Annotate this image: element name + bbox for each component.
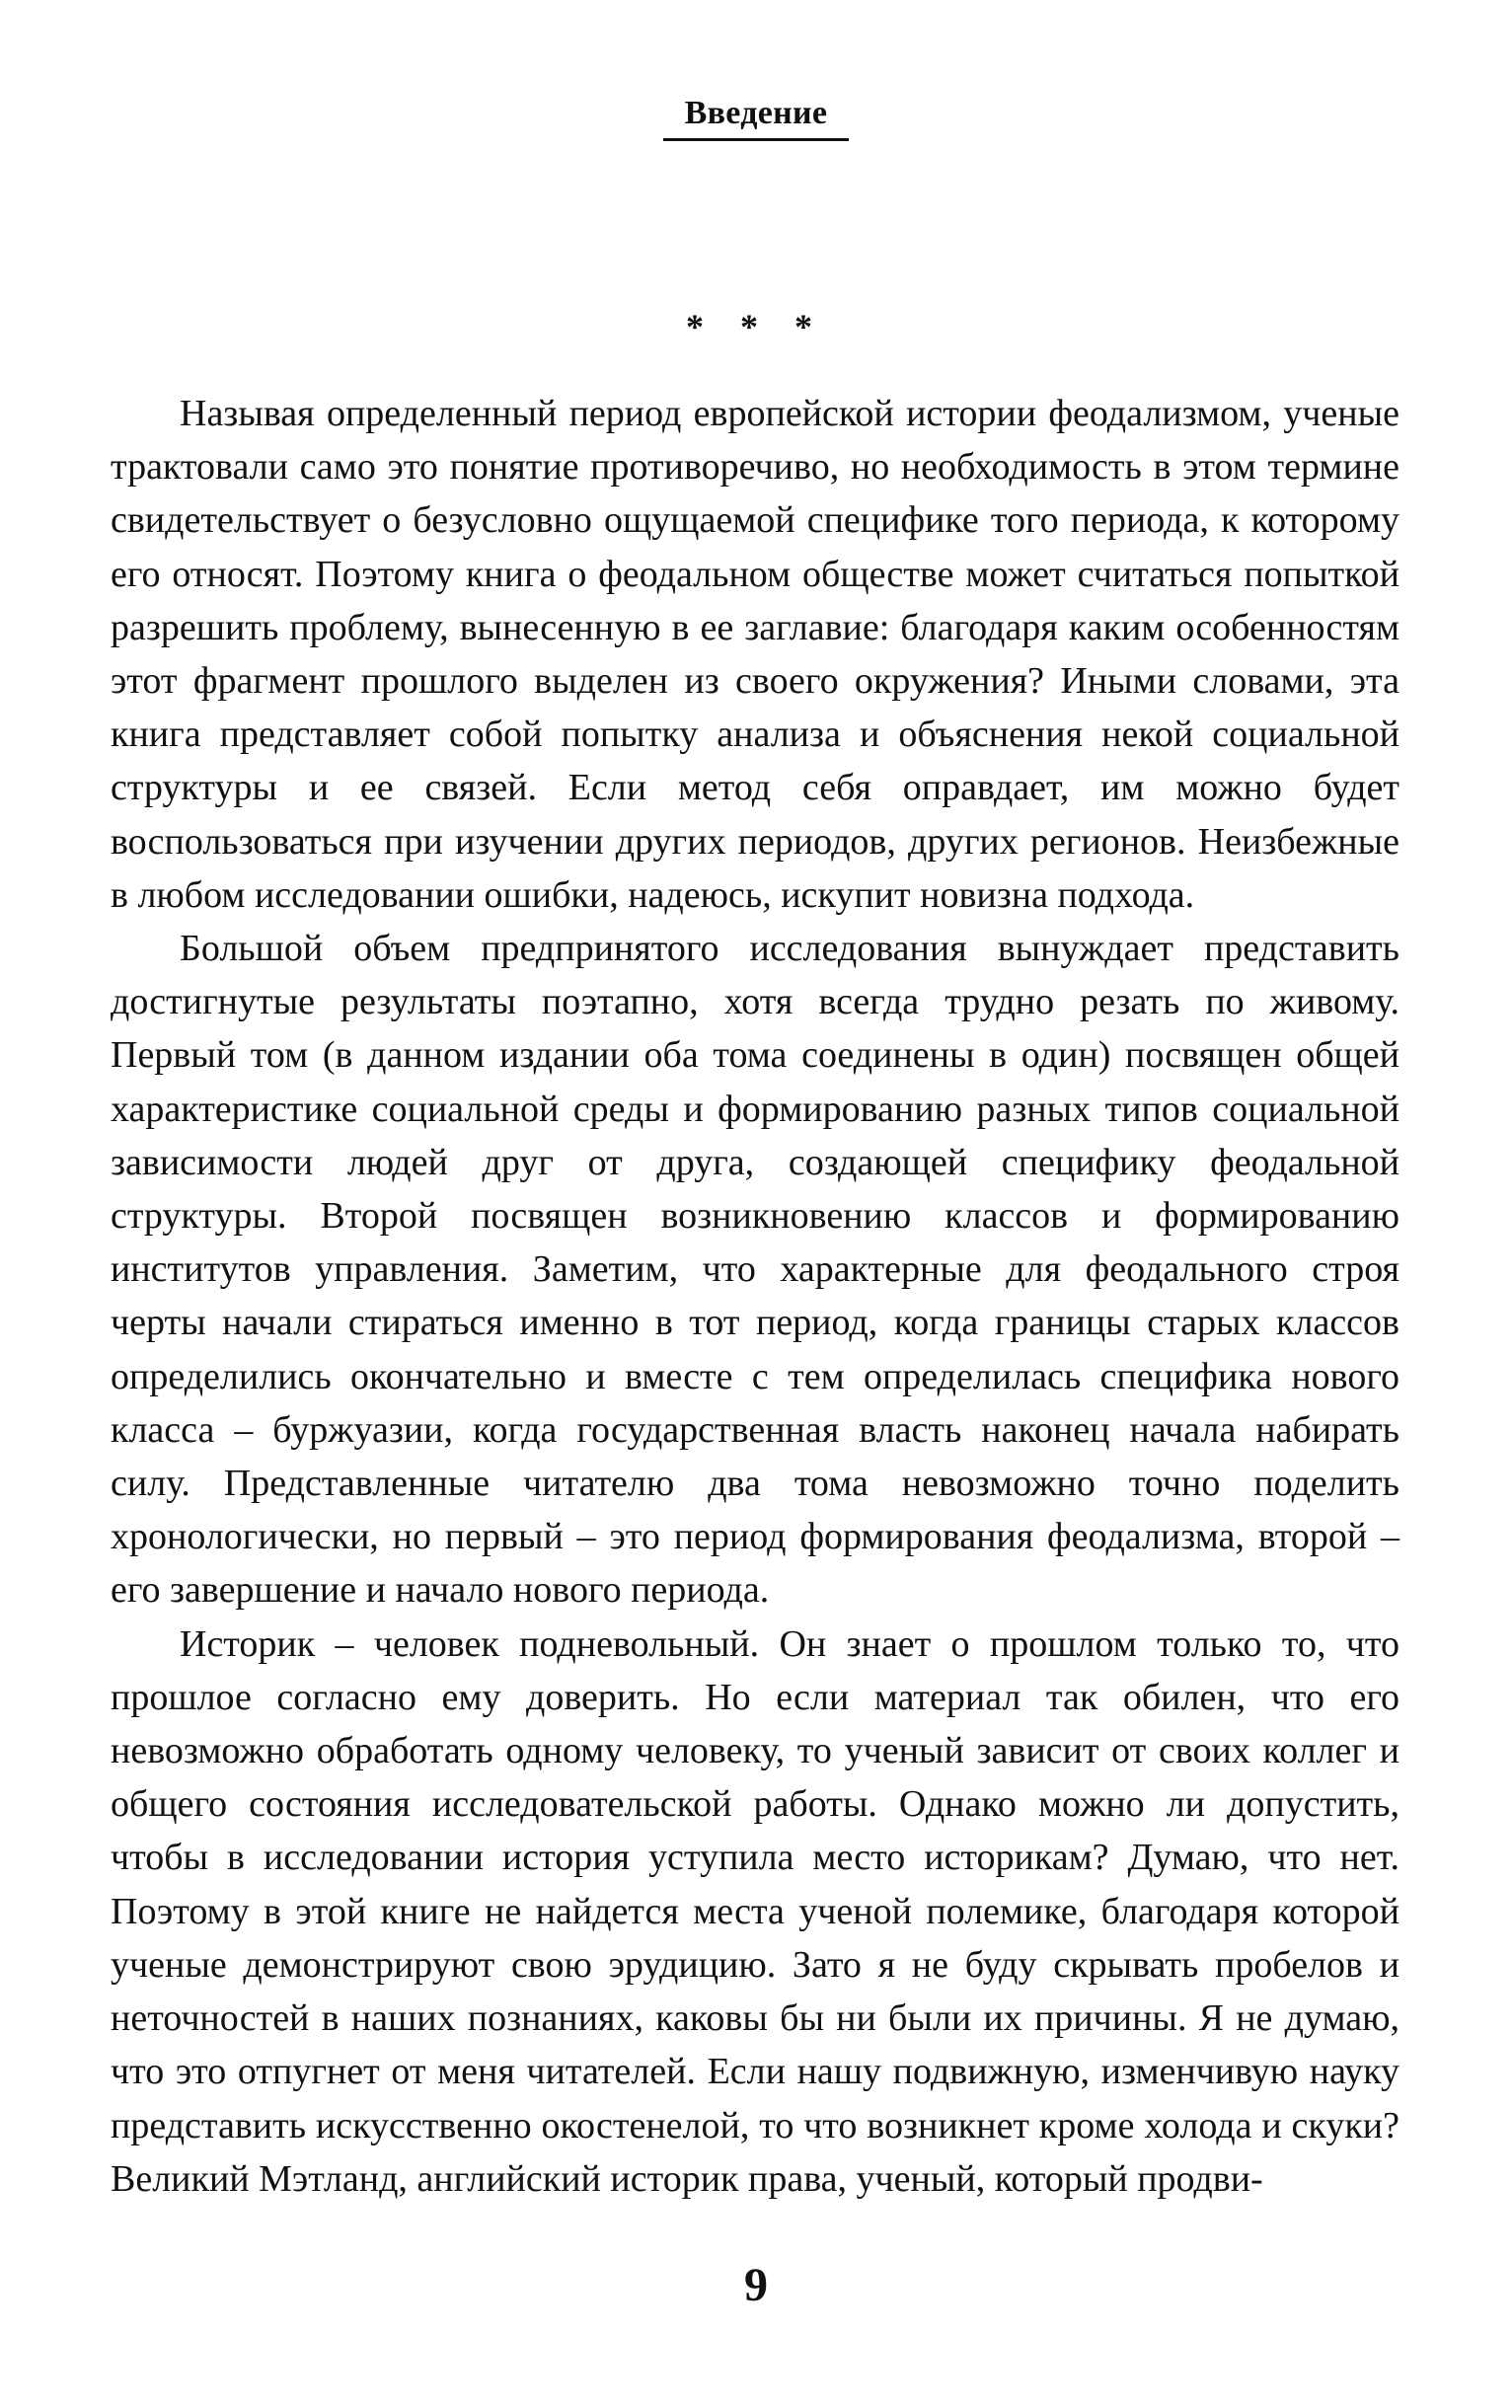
paragraph-2: Большой объем предпринятого исследования вынуждает представить достигнутые результаты поэтапно, хотя всегда трудно резать по живому. Первый том (в данном издании оба тома соединены в один) посвящен общей характеристике социальной среды и формированию разных типов социальной зависимости людей друг от друга, создающей специфику феодальной структуры. Второй посвящен возникновению классов и формированию институтов управления. Заметим, что характерные для феодального строя черты начали стираться именно в тот период, когда границы старых классов определились окончательно и вместе с тем определилась специфика нового класса – буржуазии, когда государственная власть наконец начала набирать силу. Представленные читателю два тома невозможно точно поделить хронологически, но первый – это период формирования феодализма, второй – его завершение и начало нового периода. — [111, 928, 1399, 1612]
section-separator: * * * — [686, 307, 826, 346]
paragraph-1: Называя определенный период европейской истории феодализмом, ученые трактовали само это понятие противоречиво, но необходимость в этом термине свидетельствует о безусловно ощущаемой специфике того периода, к которому его относят. Поэтому книга о феодальном обществе может считаться попыткой разрешить проблему, вынесенную в ее заглавие: благодаря каким особенностям этот фрагмент прошлого выделен из своего окружения? Иными словами, эта книга представляет собой попытку анализа и объяснения некой социальной структуры и ее связей. Если метод себя оправдает, им можно будет воспользоваться при изучении других периодов, других регионов. Неизбежные в любом исследовании ошибки, надеюсь, искупит новизна подхода. — [111, 393, 1399, 916]
body-text — [111, 387, 1399, 2206]
running-head — [0, 95, 1512, 141]
chapter-title: Введение — [663, 95, 850, 141]
paragraph-3: Историк – человек подневольный. Он знает о прошлом только то, что прошлое согласно ему доверить. Но если материал так обилен, что его невозможно обработать одному человеку, то ученый зависит от своих коллег и общего состояния исследовательской работы. Однако можно ли допустить, чтобы в исследовании история уступила место историкам? Думаю, что нет. Поэтому в этой книге не найдется места ученой полемике, благодаря которой ученые демонстрируют свою эрудицию. Зато я не буду скрывать пробелов и неточностей в наших познаниях, каковы бы ни были их причины. Я не думаю, что это отпугнет от меня читателей. Если нашу подвижную, изменчивую науку представить искусственно окостенелой, то что возникнет кроме холода и скуки? Великий Мэтланд, английский историк права, ученый, который продви- — [111, 1622, 1399, 2200]
page-number: 9 — [744, 2259, 768, 2311]
